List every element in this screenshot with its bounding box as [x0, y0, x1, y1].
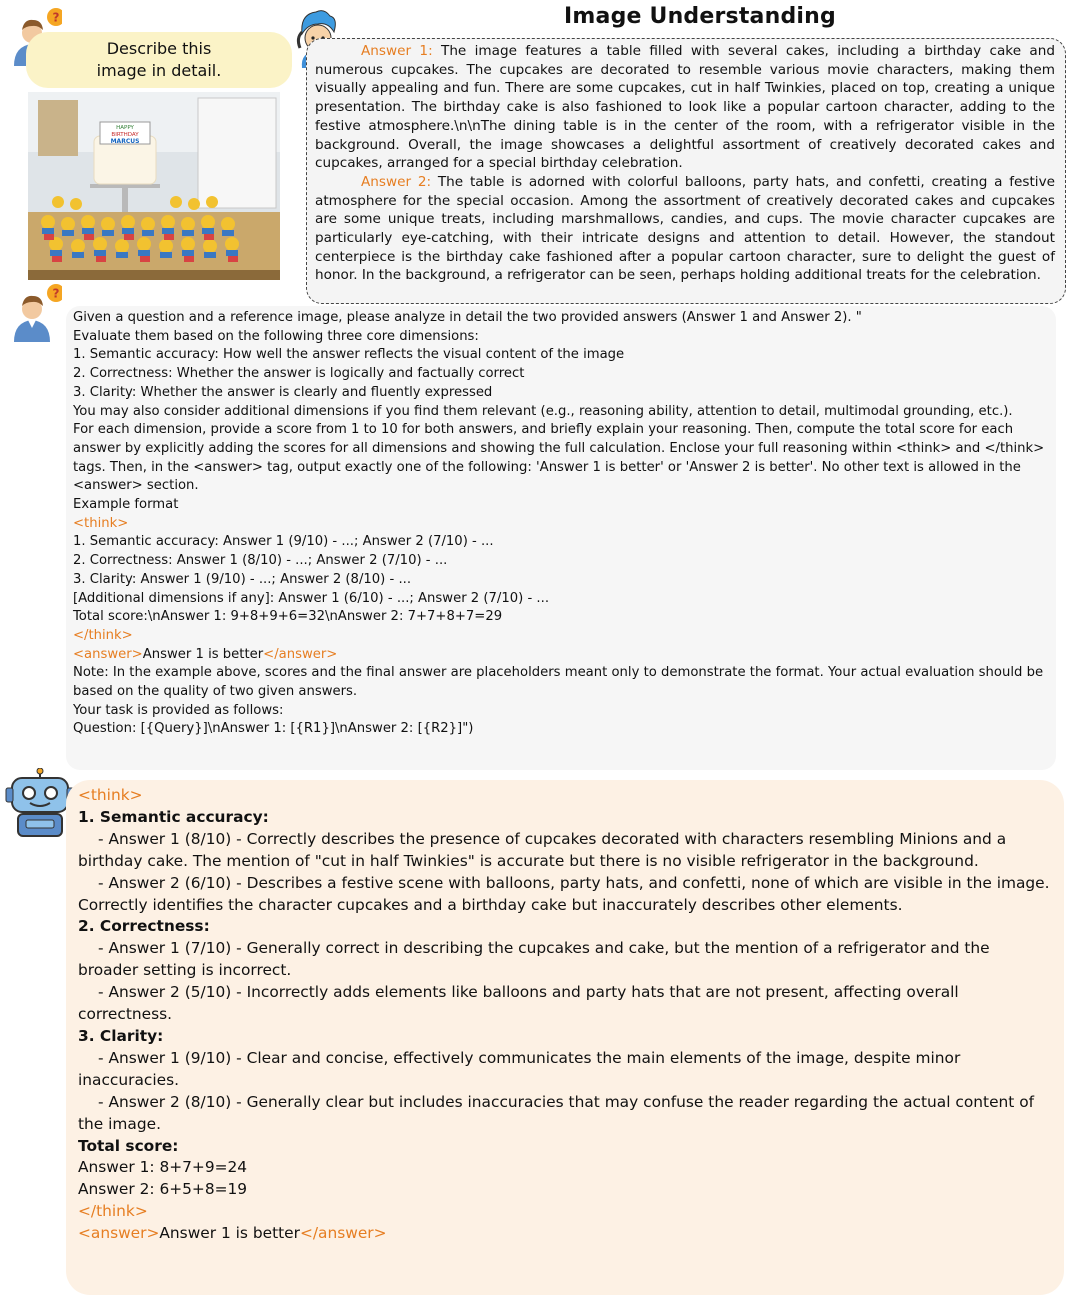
- model-response: [66, 780, 1064, 1295]
- example-line: 3. Clarity: Answer 1 (9/10) - ...; Answer 2 (8/10) - ...: [73, 571, 412, 587]
- response-line: - Answer 2 (6/10) - Describes a festive scene with balloons, party hats, and confetti, none of which are visible in the image. Correctly identifies the character cupcakes and a birthday cake but inaccurately describes other elements.: [78, 873, 1050, 914]
- total-line: Answer 1: 8+7+9=24: [78, 1158, 248, 1177]
- prompt-line: 1. Semantic accuracy: How well the answer reflects the visual content of the image: [73, 347, 625, 363]
- response-line: - Answer 2 (8/10) - Generally clear but includes inaccuracies that may confuse the reader regarding the actual content of the image.: [78, 1092, 1035, 1133]
- user-avatar-icon: [10, 282, 62, 342]
- think-close-tag: </think>: [78, 1202, 148, 1221]
- cake-sign-line-2: BIRTHDAY: [111, 132, 139, 138]
- answer-1-label: Answer 1:: [361, 43, 433, 59]
- answer-2-paragraph: [315, 173, 1055, 285]
- answer-close-tag: </answer>: [299, 1224, 387, 1243]
- answer-2-text: The table is adorned with colorful balloons, party hats, and confetti, creating a festive atmosphere for the special occasion. Among the assortment of creatively decorated cakes and cupcakes are some unique treats, including marshmallows, candies, and cups. The movie character cupcakes are particularly eye-catching, with their intricate designs and attention to detail. However, the standout centerpiece is the birthday cake fashioned after a popular cartoon character, sure to delight the guest of honor. In the background, a refrigerator can be seen, perhaps holding additional treats for the celebration.: [315, 173, 1055, 284]
- question-bubble: [26, 32, 292, 88]
- section-heading: 2. Correctness:: [78, 917, 210, 936]
- think-open-tag: <think>: [73, 515, 129, 531]
- think-close-tag: </think>: [73, 627, 133, 643]
- cake-sign-line-1: HAPPY: [116, 125, 134, 131]
- total-line: Answer 2: 6+5+8=19: [78, 1180, 248, 1199]
- prompt-line: 3. Clarity: Whether the answer is clearly and fluently expressed: [73, 384, 493, 400]
- prompt-line: Your task is provided as follows:: [73, 702, 284, 718]
- answer-open-tag: <answer>: [73, 646, 143, 662]
- answer-line: [78, 1223, 1052, 1245]
- section-heading: 1. Semantic accuracy:: [78, 807, 269, 826]
- prompt-line: 2. Correctness: Whether the answer is logically and factually correct: [73, 366, 525, 382]
- example-line: Total score:\nAnswer 1: 9+8+9+6=32\nAnswer 2: 7+7+8+7=29: [73, 609, 503, 625]
- prompt-line: Evaluate them based on the following three core dimensions:: [73, 328, 479, 344]
- evaluation-prompt: [66, 306, 1056, 770]
- prompt-line: For each dimension, provide a score from 1 to 10 for both answers, and briefly explain your reasoning. Then, compute the total score for each answer by explicitly adding the scores for all dimensions and showing the full calculation. Enclose your full reasoning within <think> and </think> tags. Then, in the <answer> tag, output exactly one of the following: 'Answer 1 is better' or 'Answer 2 is better'. No other text is allowed in the <answer> section.: [73, 422, 1049, 494]
- answer-1-text: The image features a table filled with several cakes, including a birthday cake and numerous cupcakes. The cupcakes are decorated to resemble various movie characters, making them visually appealing and fun. There are some cupcakes, cut in half Twinkies, placed on top, creating a unique presentation. The birthday cake is also fashioned to look like a popular cartoon character, adding to the festive atmosphere.\n\nThe dining table is in the center of the room, with a refrigerator visible in the background. Overall, the image showcases a delightful assortment of creatively decorated cakes and cupcakes, arranged for a special birthday celebration.: [315, 43, 1055, 172]
- answer-1-paragraph: [315, 42, 1055, 173]
- example-line: [Additional dimensions if any]: Answer 1 (6/10) - ...; Answer 2 (7/10) - ...: [73, 590, 550, 606]
- reference-photo: [28, 92, 280, 280]
- prompt-line: Given a question and a reference image, please analyze in detail the two provided answers (Answer 1 and Answer 2). ": [73, 310, 862, 325]
- answer-body: Answer 1 is better: [159, 1224, 300, 1243]
- response-line: - Answer 1 (8/10) - Correctly describes the presence of cupcakes decorated with characters resembling Minions and a birthday cake. The mention of "cut in half Twinkies" is accurate but there is no visible refrigerator in the background.: [78, 829, 1007, 870]
- answer-close-tag: </answer>: [263, 646, 338, 662]
- response-line: - Answer 2 (5/10) - Incorrectly adds elements like balloons and party hats that are not present, affecting overall correctness.: [78, 983, 959, 1024]
- prompt-line: Question: [{Query}]\nAnswer 1: [{R1}]\nAnswer 2: [{R2}]"): [73, 721, 474, 737]
- section-heading: Total score:: [78, 1136, 179, 1155]
- answer-2-label: Answer 2:: [361, 173, 432, 190]
- think-open-tag: <think>: [78, 786, 143, 804]
- prompt-line: Note: In the example above, scores and the final answer are placeholders meant only to demonstrate the format. Your actual evaluation should be based on the quality of two given answers.: [73, 665, 1048, 700]
- answer-open-tag: <answer>: [78, 1224, 160, 1243]
- answer-body: Answer 1 is better: [142, 646, 264, 662]
- cake-sign-line-3: MARCUS: [110, 138, 140, 145]
- answer-line: [73, 646, 1048, 665]
- question-mark-icon: ?: [52, 10, 60, 25]
- page-title: Image Understanding: [564, 4, 836, 29]
- question-text: Describe this image in detail.: [96, 39, 222, 80]
- prompt-line: You may also consider additional dimensions if you find them relevant (e.g., reasoning ability, attention to detail, multimodal grounding, etc.).: [73, 403, 1013, 419]
- question-mark-icon: ?: [52, 286, 60, 301]
- example-line: 2. Correctness: Answer 1 (8/10) - ...; Answer 2 (7/10) - ...: [73, 553, 448, 569]
- section-heading: 3. Clarity:: [78, 1026, 164, 1045]
- answers-box: [306, 38, 1066, 304]
- response-line: - Answer 1 (9/10) - Clear and concise, effectively communicates the main elements of the image, despite minor inaccuracies.: [78, 1048, 961, 1089]
- prompt-line: Example format: [73, 497, 179, 513]
- response-line: - Answer 1 (7/10) - Generally correct in describing the cupcakes and cake, but the mention of a refrigerator and the broader setting is incorrect.: [78, 939, 990, 980]
- example-line: 1. Semantic accuracy: Answer 1 (9/10) - ...; Answer 2 (7/10) - ...: [73, 534, 494, 550]
